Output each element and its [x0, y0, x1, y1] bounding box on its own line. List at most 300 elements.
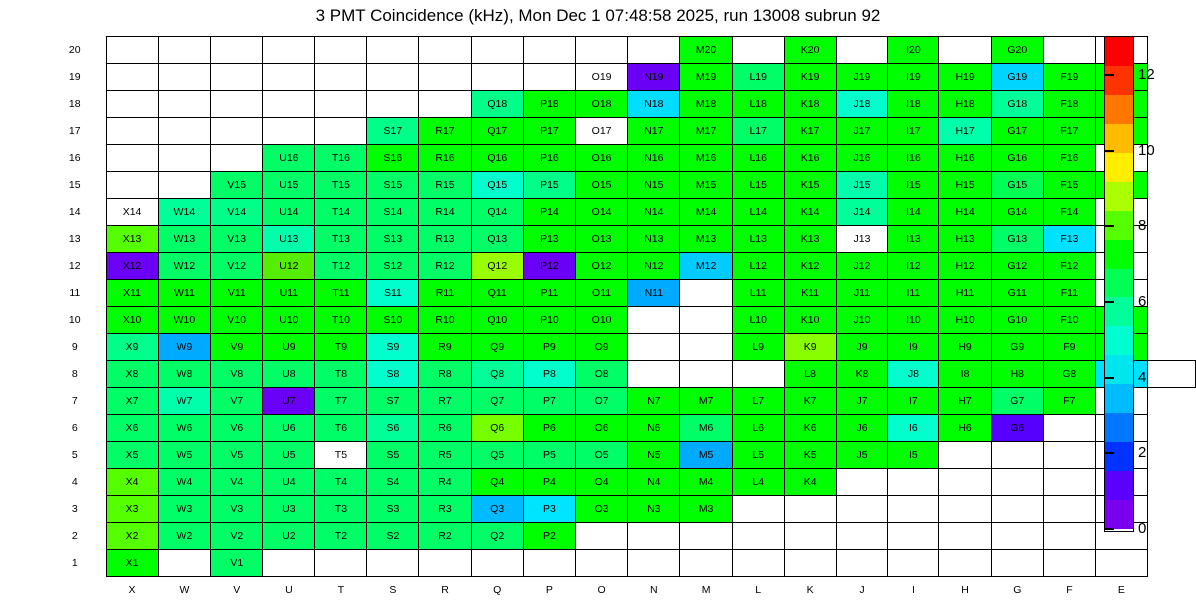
heatmap-cell[interactable]: F12 [1043, 253, 1095, 280]
heatmap-cell[interactable]: M17 [680, 118, 732, 145]
y-axis-label: 17 [50, 118, 106, 145]
heatmap-cell[interactable]: S14 [367, 199, 419, 226]
heatmap-cell[interactable]: N18 [628, 91, 680, 118]
heatmap-cell[interactable]: F7 [1043, 388, 1095, 415]
heatmap-cell[interactable]: H19 [939, 64, 991, 91]
heatmap-cell[interactable]: X13 [106, 226, 158, 253]
heatmap-cell[interactable]: W4 [158, 469, 211, 496]
heatmap-cell[interactable]: R15 [419, 172, 471, 199]
heatmap-cell[interactable]: L13 [732, 226, 784, 253]
heatmap-cell[interactable]: F11 [1043, 280, 1095, 307]
heatmap-cell[interactable]: N4 [628, 469, 680, 496]
heatmap-cell[interactable]: K12 [784, 253, 836, 280]
heatmap-cell-empty [367, 64, 419, 91]
heatmap-cell[interactable]: F16 [1043, 145, 1095, 172]
heatmap-cell[interactable]: O10 [575, 307, 627, 334]
heatmap-cell[interactable]: W8 [158, 361, 211, 388]
heatmap-cell[interactable]: Q13 [471, 226, 523, 253]
heatmap-cell[interactable]: R13 [419, 226, 471, 253]
heatmap-cell[interactable]: X14 [106, 199, 158, 226]
heatmap-cell[interactable]: L6 [732, 415, 784, 442]
heatmap-cell[interactable]: J8 [888, 361, 939, 388]
heatmap-cell[interactable]: S8 [367, 361, 419, 388]
heatmap-cell[interactable]: J5 [836, 442, 888, 469]
y-axis-label: 8 [50, 361, 106, 388]
heatmap-cell[interactable]: S3 [367, 496, 419, 523]
heatmap-cell[interactable]: V2 [211, 523, 263, 550]
heatmap-cell[interactable]: I18 [888, 91, 939, 118]
heatmap-cell[interactable]: Q16 [471, 145, 523, 172]
heatmap-cell[interactable]: J9 [836, 334, 888, 361]
heatmap-cell[interactable]: M15 [680, 172, 732, 199]
heatmap-cell[interactable]: N5 [628, 442, 680, 469]
heatmap-cell[interactable]: T4 [315, 469, 367, 496]
heatmap-cell[interactable]: X10 [106, 307, 158, 334]
heatmap-cell[interactable]: G7 [991, 388, 1043, 415]
heatmap-cell[interactable]: Q10 [471, 307, 523, 334]
heatmap-cell[interactable]: T11 [315, 280, 367, 307]
heatmap-cell[interactable]: P6 [523, 415, 575, 442]
heatmap-cell-empty [991, 550, 1043, 577]
heatmap-cell[interactable]: U4 [263, 469, 315, 496]
heatmap-cell[interactable]: N3 [628, 496, 680, 523]
heatmap-cell[interactable]: M7 [680, 388, 732, 415]
heatmap-cell[interactable]: H8 [991, 361, 1043, 388]
heatmap-cell[interactable]: S6 [367, 415, 419, 442]
heatmap-cell[interactable]: N7 [628, 388, 680, 415]
heatmap-cell[interactable]: G10 [991, 307, 1043, 334]
heatmap-cell[interactable]: T15 [315, 172, 367, 199]
heatmap-cell[interactable]: P9 [523, 334, 575, 361]
heatmap-cell[interactable]: P17 [523, 118, 575, 145]
heatmap-cell[interactable]: L15 [732, 172, 784, 199]
heatmap-cell[interactable]: G8 [1043, 361, 1095, 388]
heatmap-cell[interactable]: Q14 [471, 199, 523, 226]
heatmap-cell[interactable]: G12 [991, 253, 1043, 280]
heatmap-cell[interactable]: S4 [367, 469, 419, 496]
heatmap-cell[interactable]: I16 [888, 145, 939, 172]
heatmap-cell[interactable]: I17 [888, 118, 939, 145]
heatmap-cell[interactable]: I15 [888, 172, 939, 199]
heatmap-cell[interactable]: V11 [211, 280, 263, 307]
heatmap-cell-empty [939, 469, 991, 496]
heatmap-cell[interactable]: J10 [836, 307, 888, 334]
heatmap-cell[interactable]: H12 [939, 253, 991, 280]
heatmap-cell[interactable]: F15 [1043, 172, 1095, 199]
heatmap-cell[interactable]: O5 [575, 442, 627, 469]
heatmap-cell[interactable]: Q3 [471, 496, 523, 523]
heatmap-cell[interactable]: W6 [158, 415, 211, 442]
heatmap-cell[interactable]: P14 [523, 199, 575, 226]
heatmap-cell[interactable]: X8 [106, 361, 158, 388]
heatmap-cell[interactable]: I20 [888, 37, 939, 64]
heatmap-cell[interactable]: O13 [575, 226, 627, 253]
heatmap-cell[interactable]: F10 [1043, 307, 1095, 334]
heatmap-cell[interactable]: M6 [680, 415, 732, 442]
heatmap-cell[interactable]: I19 [888, 64, 939, 91]
heatmap-cell[interactable]: M18 [680, 91, 732, 118]
heatmap-cell[interactable]: T3 [315, 496, 367, 523]
heatmap-cell[interactable]: U7 [263, 388, 315, 415]
heatmap-cell[interactable]: I9 [888, 334, 939, 361]
heatmap-cell[interactable]: M16 [680, 145, 732, 172]
heatmap-cell[interactable]: J18 [836, 91, 888, 118]
heatmap-cell[interactable]: X12 [106, 253, 158, 280]
heatmap-cell[interactable]: W5 [158, 442, 211, 469]
heatmap-cell[interactable]: H15 [939, 172, 991, 199]
heatmap-cell[interactable]: O4 [575, 469, 627, 496]
heatmap-cell[interactable]: V3 [211, 496, 263, 523]
heatmap-cell[interactable]: P2 [523, 523, 575, 550]
heatmap-cell[interactable]: L11 [732, 280, 784, 307]
heatmap-cell[interactable]: H17 [939, 118, 991, 145]
heatmap-cell[interactable]: L8 [784, 361, 836, 388]
heatmap-cell[interactable]: S13 [367, 226, 419, 253]
heatmap-cell[interactable]: L19 [732, 64, 784, 91]
heatmap-cell[interactable]: K20 [784, 37, 836, 64]
heatmap-cell[interactable]: G18 [991, 91, 1043, 118]
heatmap-cell[interactable]: K5 [784, 442, 836, 469]
heatmap-cell[interactable]: Q6 [471, 415, 523, 442]
heatmap-cell[interactable]: S5 [367, 442, 419, 469]
heatmap-cell[interactable]: P18 [523, 91, 575, 118]
heatmap-cell[interactable]: U3 [263, 496, 315, 523]
heatmap-cell[interactable]: O6 [575, 415, 627, 442]
heatmap-cell[interactable]: U8 [263, 361, 315, 388]
heatmap-cell[interactable]: H18 [939, 91, 991, 118]
heatmap-cell[interactable]: G6 [991, 415, 1043, 442]
heatmap-cell[interactable]: R10 [419, 307, 471, 334]
heatmap-cell[interactable]: O7 [575, 388, 627, 415]
heatmap-cell[interactable]: K6 [784, 415, 836, 442]
heatmap-cell[interactable]: X9 [106, 334, 158, 361]
heatmap-cell[interactable]: L18 [732, 91, 784, 118]
heatmap-cell[interactable]: L17 [732, 118, 784, 145]
heatmap-cell[interactable]: N6 [628, 415, 680, 442]
heatmap-cell[interactable]: T13 [315, 226, 367, 253]
heatmap-cell[interactable]: H11 [939, 280, 991, 307]
heatmap-cell[interactable]: G9 [991, 334, 1043, 361]
heatmap-cell[interactable]: G17 [991, 118, 1043, 145]
heatmap-cell[interactable]: Q11 [471, 280, 523, 307]
heatmap-cell[interactable]: F9 [1043, 334, 1095, 361]
heatmap-cell[interactable]: I12 [888, 253, 939, 280]
heatmap-cell[interactable]: S2 [367, 523, 419, 550]
heatmap-cell[interactable]: U2 [263, 523, 315, 550]
heatmap-cell[interactable]: L9 [732, 334, 784, 361]
heatmap-cell[interactable]: M20 [680, 37, 732, 64]
heatmap-cell[interactable]: G19 [991, 64, 1043, 91]
heatmap-cell[interactable]: G20 [991, 37, 1043, 64]
heatmap-cell[interactable]: H9 [939, 334, 991, 361]
heatmap-cell[interactable]: Q18 [471, 91, 523, 118]
heatmap-cell[interactable]: U11 [263, 280, 315, 307]
heatmap-cell[interactable]: M5 [680, 442, 732, 469]
heatmap-cell[interactable]: J6 [836, 415, 888, 442]
heatmap-cell[interactable]: R9 [419, 334, 471, 361]
heatmap-cell[interactable]: F17 [1043, 118, 1095, 145]
heatmap-cell[interactable]: G11 [991, 280, 1043, 307]
heatmap-cell[interactable]: P3 [523, 496, 575, 523]
heatmap-cell[interactable]: V1 [211, 550, 263, 577]
heatmap-cell[interactable]: W11 [158, 280, 211, 307]
heatmap-cell[interactable]: R11 [419, 280, 471, 307]
heatmap-cell[interactable]: K16 [784, 145, 836, 172]
heatmap-cell[interactable]: H16 [939, 145, 991, 172]
heatmap-cell[interactable]: T7 [315, 388, 367, 415]
heatmap-cell[interactable]: N11 [628, 280, 680, 307]
heatmap-cell[interactable]: T12 [315, 253, 367, 280]
heatmap-cell[interactable]: V8 [211, 361, 263, 388]
heatmap-cell[interactable]: W14 [158, 199, 211, 226]
heatmap-cell[interactable]: I7 [888, 388, 939, 415]
heatmap-cell[interactable]: S10 [367, 307, 419, 334]
heatmap-cell[interactable]: W9 [158, 334, 211, 361]
heatmap-cell[interactable]: Q15 [471, 172, 523, 199]
heatmap-cell[interactable]: J14 [836, 199, 888, 226]
heatmap-cell[interactable]: P12 [523, 253, 575, 280]
heatmap-cell[interactable]: U15 [263, 172, 315, 199]
heatmap-cell-empty [315, 550, 367, 577]
heatmap-cell[interactable]: O16 [575, 145, 627, 172]
heatmap-cell[interactable]: G13 [991, 226, 1043, 253]
heatmap-cell[interactable]: V6 [211, 415, 263, 442]
heatmap-cell[interactable]: N13 [628, 226, 680, 253]
heatmap-cell[interactable]: I6 [888, 415, 939, 442]
heatmap-cell[interactable]: U5 [263, 442, 315, 469]
heatmap-cell[interactable]: K15 [784, 172, 836, 199]
heatmap-cell[interactable]: O8 [575, 361, 627, 388]
heatmap-cell[interactable]: Q2 [471, 523, 523, 550]
heatmap-cell[interactable]: R8 [419, 361, 471, 388]
heatmap-cell[interactable]: R7 [419, 388, 471, 415]
heatmap-cell[interactable]: O18 [575, 91, 627, 118]
heatmap-cell[interactable]: H10 [939, 307, 991, 334]
heatmap-cell[interactable]: W10 [158, 307, 211, 334]
heatmap-cell[interactable]: P15 [523, 172, 575, 199]
heatmap-cell[interactable]: L4 [732, 469, 784, 496]
heatmap-cell[interactable]: Q17 [471, 118, 523, 145]
heatmap-cell[interactable]: J13 [836, 226, 888, 253]
heatmap-cell[interactable]: O19 [575, 64, 627, 91]
heatmap-cell[interactable]: S11 [367, 280, 419, 307]
heatmap-cell[interactable]: U13 [263, 226, 315, 253]
heatmap-cell[interactable]: K8 [836, 361, 888, 388]
heatmap-cell[interactable]: P10 [523, 307, 575, 334]
heatmap-cell[interactable]: Q4 [471, 469, 523, 496]
heatmap-cell[interactable]: I5 [888, 442, 939, 469]
heatmap-cell[interactable]: V12 [211, 253, 263, 280]
heatmap-cell[interactable]: M14 [680, 199, 732, 226]
heatmap-cell[interactable]: V9 [211, 334, 263, 361]
heatmap-cell[interactable]: Q12 [471, 253, 523, 280]
heatmap-cell[interactable]: X7 [106, 388, 158, 415]
heatmap-cell[interactable]: K14 [784, 199, 836, 226]
heatmap-cell[interactable]: R12 [419, 253, 471, 280]
heatmap-cell[interactable]: O14 [575, 199, 627, 226]
heatmap-cell[interactable]: M3 [680, 496, 732, 523]
heatmap-cell[interactable]: P4 [523, 469, 575, 496]
y-axis-label: 19 [50, 64, 106, 91]
heatmap-cell[interactable]: T16 [315, 145, 367, 172]
heatmap-cell[interactable]: G14 [991, 199, 1043, 226]
heatmap-cell[interactable]: V13 [211, 226, 263, 253]
heatmap-cell[interactable]: N14 [628, 199, 680, 226]
heatmap-cell[interactable]: S15 [367, 172, 419, 199]
heatmap-cell[interactable]: P5 [523, 442, 575, 469]
heatmap-cell[interactable]: X6 [106, 415, 158, 442]
heatmap-cell-empty [106, 145, 158, 172]
heatmap-cell[interactable]: Q7 [471, 388, 523, 415]
heatmap-cell[interactable]: V4 [211, 469, 263, 496]
heatmap-cell[interactable]: T8 [315, 361, 367, 388]
x-axis-label: J [836, 577, 888, 603]
heatmap-cell[interactable]: V14 [211, 199, 263, 226]
heatmap-cell[interactable]: K19 [784, 64, 836, 91]
heatmap-cell[interactable]: U10 [263, 307, 315, 334]
heatmap-cell[interactable]: K17 [784, 118, 836, 145]
heatmap-cell[interactable]: J17 [836, 118, 888, 145]
heatmap-cell[interactable]: J19 [836, 64, 888, 91]
heatmap-cell[interactable]: O9 [575, 334, 627, 361]
heatmap-cell[interactable]: W3 [158, 496, 211, 523]
heatmap-cell[interactable]: T5 [315, 442, 367, 469]
heatmap-cell[interactable]: Q9 [471, 334, 523, 361]
heatmap-cell[interactable]: K9 [784, 334, 836, 361]
heatmap-cell[interactable]: X2 [106, 523, 158, 550]
heatmap-cell[interactable]: M4 [680, 469, 732, 496]
heatmap-cell[interactable]: J11 [836, 280, 888, 307]
heatmap-cell[interactable]: R2 [419, 523, 471, 550]
heatmap-cell[interactable]: V7 [211, 388, 263, 415]
heatmap-cell[interactable]: T14 [315, 199, 367, 226]
heatmap-cell[interactable]: N15 [628, 172, 680, 199]
heatmap-cell[interactable]: L10 [732, 307, 784, 334]
heatmap-cell[interactable]: W12 [158, 253, 211, 280]
heatmap-cell[interactable]: K13 [784, 226, 836, 253]
heatmap-cell[interactable]: H14 [939, 199, 991, 226]
heatmap-cell[interactable]: O15 [575, 172, 627, 199]
heatmap-cell[interactable]: W7 [158, 388, 211, 415]
heatmap-cell[interactable]: X4 [106, 469, 158, 496]
heatmap-cell[interactable]: V10 [211, 307, 263, 334]
heatmap-cell[interactable]: R3 [419, 496, 471, 523]
heatmap-cell[interactable]: H6 [939, 415, 991, 442]
heatmap-cell[interactable]: O11 [575, 280, 627, 307]
heatmap-cell[interactable]: K10 [784, 307, 836, 334]
heatmap-cell[interactable]: I14 [888, 199, 939, 226]
heatmap-cell[interactable]: V5 [211, 442, 263, 469]
heatmap-cell[interactable]: T2 [315, 523, 367, 550]
heatmap-cell[interactable]: M13 [680, 226, 732, 253]
heatmap-cell[interactable]: F13 [1043, 226, 1095, 253]
heatmap-cell[interactable]: L12 [732, 253, 784, 280]
heatmap-cell[interactable]: J12 [836, 253, 888, 280]
heatmap-cell[interactable]: R16 [419, 145, 471, 172]
heatmap-cell[interactable]: P11 [523, 280, 575, 307]
heatmap-cell[interactable]: R17 [419, 118, 471, 145]
heatmap-cell[interactable]: R4 [419, 469, 471, 496]
heatmap-cell[interactable]: I8 [939, 361, 991, 388]
heatmap-cell[interactable]: K4 [784, 469, 836, 496]
heatmap-cell[interactable]: S12 [367, 253, 419, 280]
heatmap-cell[interactable]: P7 [523, 388, 575, 415]
heatmap-cell[interactable]: X3 [106, 496, 158, 523]
heatmap-cell[interactable]: N17 [628, 118, 680, 145]
heatmap-cell[interactable]: R6 [419, 415, 471, 442]
heatmap-cell[interactable]: X1 [106, 550, 158, 577]
heatmap-cell[interactable]: Q8 [471, 361, 523, 388]
heatmap-cell[interactable]: U12 [263, 253, 315, 280]
heatmap-cell[interactable]: H7 [939, 388, 991, 415]
heatmap-cell[interactable]: R5 [419, 442, 471, 469]
heatmap-cell[interactable]: S17 [367, 118, 419, 145]
heatmap-cell[interactable]: V15 [211, 172, 263, 199]
heatmap-cell[interactable]: F14 [1043, 199, 1095, 226]
heatmap-cell[interactable]: U6 [263, 415, 315, 442]
heatmap-cell[interactable]: N12 [628, 253, 680, 280]
heatmap-cell[interactable]: S9 [367, 334, 419, 361]
colorbar-segment [1105, 211, 1133, 240]
heatmap-cell[interactable]: K7 [784, 388, 836, 415]
heatmap-cell[interactable]: H13 [939, 226, 991, 253]
heatmap-cell[interactable]: M12 [680, 253, 732, 280]
heatmap-cell[interactable]: J15 [836, 172, 888, 199]
heatmap-cell[interactable]: U14 [263, 199, 315, 226]
heatmap-cell[interactable]: T10 [315, 307, 367, 334]
heatmap-cell[interactable]: I10 [888, 307, 939, 334]
heatmap-cell[interactable]: K11 [784, 280, 836, 307]
heatmap-cell[interactable]: M19 [680, 64, 732, 91]
heatmap-cell[interactable]: L5 [732, 442, 784, 469]
heatmap-cell[interactable]: U16 [263, 145, 315, 172]
heatmap-cell[interactable]: W13 [158, 226, 211, 253]
heatmap-cell[interactable]: G15 [991, 172, 1043, 199]
heatmap-cell[interactable]: N16 [628, 145, 680, 172]
heatmap-cell[interactable]: I11 [888, 280, 939, 307]
heatmap-cell[interactable]: X5 [106, 442, 158, 469]
heatmap-cell[interactable]: S7 [367, 388, 419, 415]
heatmap-cell[interactable]: X11 [106, 280, 158, 307]
heatmap-cell[interactable]: O3 [575, 496, 627, 523]
heatmap-row [50, 172, 1196, 199]
heatmap-cell[interactable]: K18 [784, 91, 836, 118]
heatmap-cell[interactable]: N19 [628, 64, 680, 91]
heatmap-cell[interactable]: L16 [732, 145, 784, 172]
heatmap-cell-empty [836, 37, 888, 64]
heatmap-cell[interactable]: L7 [732, 388, 784, 415]
heatmap-cell[interactable]: G16 [991, 145, 1043, 172]
heatmap-cell[interactable]: F18 [1043, 91, 1095, 118]
heatmap-cell[interactable]: O17 [575, 118, 627, 145]
heatmap-cell[interactable]: R14 [419, 199, 471, 226]
heatmap-cell[interactable]: J16 [836, 145, 888, 172]
heatmap-cell[interactable]: T6 [315, 415, 367, 442]
heatmap-cell[interactable]: O12 [575, 253, 627, 280]
heatmap-cell[interactable]: U9 [263, 334, 315, 361]
heatmap-cell[interactable]: P16 [523, 145, 575, 172]
heatmap-cell[interactable]: S16 [367, 145, 419, 172]
heatmap-cell[interactable]: Q5 [471, 442, 523, 469]
heatmap-cell[interactable]: F19 [1043, 64, 1095, 91]
heatmap-cell[interactable]: J7 [836, 388, 888, 415]
heatmap-cell[interactable]: L14 [732, 199, 784, 226]
heatmap-cell[interactable]: I13 [888, 226, 939, 253]
heatmap-cell[interactable]: P8 [523, 361, 575, 388]
heatmap-cell[interactable]: W2 [158, 523, 211, 550]
heatmap-cell[interactable]: T9 [315, 334, 367, 361]
heatmap-cell[interactable]: P13 [523, 226, 575, 253]
